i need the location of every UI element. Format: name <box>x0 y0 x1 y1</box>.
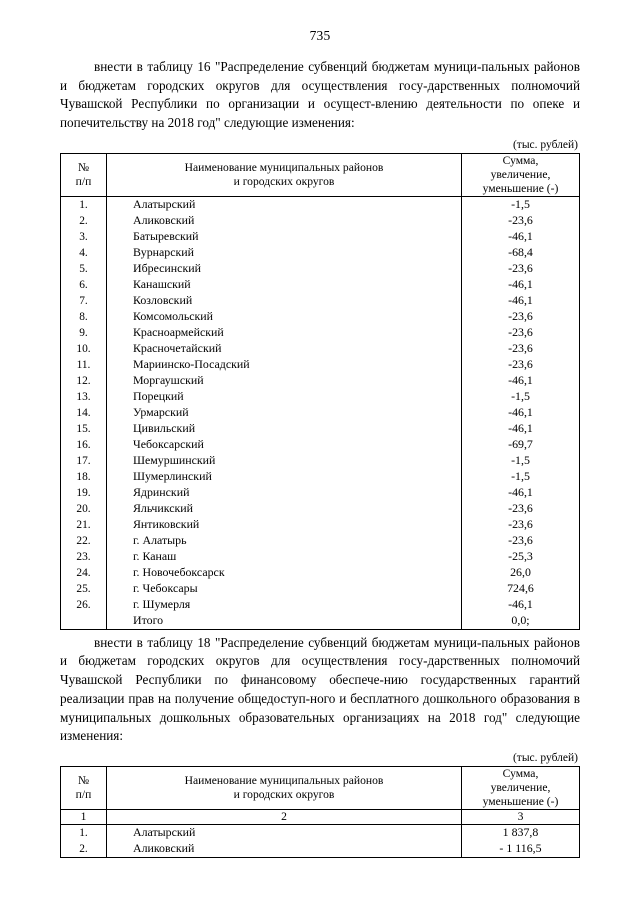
table-1-body <box>61 196 580 629</box>
row-number: 9. <box>61 325 107 341</box>
header-cell-number <box>61 153 107 196</box>
row-sum: -46,1 <box>462 373 580 389</box>
table-row <box>61 341 580 357</box>
row-number: 4. <box>61 245 107 261</box>
units-label-1: (тыс. рублей) <box>512 138 578 151</box>
header-cell-number <box>61 767 107 810</box>
row-sum: -23,6 <box>462 309 580 325</box>
row-number: 3. <box>61 229 107 245</box>
table-row <box>61 565 580 581</box>
row-name: Ибресинский <box>107 261 462 277</box>
header-number-line2: п/п <box>75 787 92 801</box>
row-number: 18. <box>61 469 107 485</box>
table-total-row <box>61 613 580 630</box>
row-number: 25. <box>61 581 107 597</box>
table-row <box>61 389 580 405</box>
row-sum: - 1 116,5 <box>462 841 580 858</box>
header-cell-sum <box>462 767 580 810</box>
table-row <box>61 517 580 533</box>
table-row <box>61 261 580 277</box>
header-number-line2: п/п <box>75 174 92 188</box>
row-number: 24. <box>61 565 107 581</box>
row-number: 11. <box>61 357 107 373</box>
table-1-wrapper <box>60 153 580 630</box>
row-sum: -25,3 <box>462 549 580 565</box>
row-number: 2. <box>61 213 107 229</box>
row-name: Яльчикский <box>107 501 462 517</box>
row-number: 2. <box>61 841 107 858</box>
table-row <box>61 453 580 469</box>
row-sum: -1,5 <box>462 453 580 469</box>
row-number: 5. <box>61 261 107 277</box>
column-number-2: 2 <box>107 809 462 824</box>
header-name-line2: и городских округов <box>233 174 335 188</box>
row-number: 10. <box>61 341 107 357</box>
table-2-wrapper <box>60 766 580 858</box>
units-label-2: (тыс. рублей) <box>512 752 578 765</box>
row-name: Шумерлинский <box>107 469 462 485</box>
table-row <box>61 229 580 245</box>
row-sum: 1 837,8 <box>462 824 580 841</box>
row-number: 7. <box>61 293 107 309</box>
row-sum: -46,1 <box>462 229 580 245</box>
table-row <box>61 309 580 325</box>
row-number: 1. <box>61 196 107 213</box>
table-row <box>61 277 580 293</box>
row-number: 19. <box>61 485 107 501</box>
table-row <box>61 549 580 565</box>
table-row <box>61 373 580 389</box>
row-sum: -1,5 <box>462 389 580 405</box>
header-name-line1: Наименование муниципальных районов <box>184 774 384 788</box>
row-sum: -46,1 <box>462 405 580 421</box>
row-number: 21. <box>61 517 107 533</box>
row-name: г. Чебоксары <box>107 581 462 597</box>
table-row <box>61 437 580 453</box>
table-2-header <box>61 767 580 825</box>
row-name: Алатырский <box>107 196 462 213</box>
page-number: 735 <box>309 28 331 43</box>
row-number: 16. <box>61 437 107 453</box>
row-sum: -68,4 <box>462 245 580 261</box>
table-row <box>61 213 580 229</box>
header-number-line1: № <box>77 160 90 174</box>
row-number <box>61 613 107 630</box>
header-cell-name <box>107 153 462 196</box>
row-name: Урмарский <box>107 405 462 421</box>
column-number-3: 3 <box>462 809 580 824</box>
table-2 <box>60 766 580 858</box>
row-number: 1. <box>61 824 107 841</box>
header-name-line2: и городских округов <box>233 787 335 801</box>
row-sum: -23,6 <box>462 213 580 229</box>
table-1 <box>60 153 580 630</box>
row-name: г. Алатырь <box>107 533 462 549</box>
row-sum: -46,1 <box>462 421 580 437</box>
row-name: Батыревский <box>107 229 462 245</box>
table-row <box>61 501 580 517</box>
row-name: Шемуршинский <box>107 453 462 469</box>
header-sum-line2: увеличение, <box>490 167 551 181</box>
table-row <box>61 245 580 261</box>
row-sum: -46,1 <box>462 277 580 293</box>
row-name: Моргаушский <box>107 373 462 389</box>
row-name: Ядринский <box>107 485 462 501</box>
header-sum-line1: Сумма, <box>502 153 539 167</box>
row-sum: -1,5 <box>462 196 580 213</box>
row-number: 15. <box>61 421 107 437</box>
table-row <box>61 581 580 597</box>
row-name: Порецкий <box>107 389 462 405</box>
row-name: Цивильский <box>107 421 462 437</box>
row-number: 12. <box>61 373 107 389</box>
row-sum: -23,6 <box>462 261 580 277</box>
column-number-1: 1 <box>61 809 107 824</box>
row-number: 23. <box>61 549 107 565</box>
header-sum-line1: Сумма, <box>502 767 539 781</box>
table-row <box>61 485 580 501</box>
row-name: Итого <box>107 613 462 630</box>
row-sum: 26,0 <box>462 565 580 581</box>
header-sum-line3: уменьшение (-) <box>482 181 559 195</box>
table-row <box>61 597 580 613</box>
header-cell-sum <box>462 153 580 196</box>
row-number: 6. <box>61 277 107 293</box>
table-2-body <box>61 824 580 857</box>
table-row <box>61 196 580 213</box>
row-name: Комсомольский <box>107 309 462 325</box>
row-number: 17. <box>61 453 107 469</box>
row-name: Канашский <box>107 277 462 293</box>
row-number: 13. <box>61 389 107 405</box>
row-number: 20. <box>61 501 107 517</box>
row-name: Козловский <box>107 293 462 309</box>
header-sum-line3: уменьшение (-) <box>482 794 559 808</box>
table-row <box>61 421 580 437</box>
header-number-line1: № <box>77 774 90 788</box>
row-number: 26. <box>61 597 107 613</box>
table-header-row <box>61 767 580 810</box>
row-name: Красноармейский <box>107 325 462 341</box>
row-name: Аликовский <box>107 841 462 858</box>
row-sum: 724,6 <box>462 581 580 597</box>
row-name: Красночетайский <box>107 341 462 357</box>
row-sum: -23,6 <box>462 357 580 373</box>
paragraph-1: внести в таблицу 16 "Распределение субвенций бюджетам муници-пальных районов и бюджетам городских округов для осуществления госу-дарственных полномочий Чувашской Республики по организации и осущест-влению деятельности по опеке и попечительству на 2018 год" следующие изменения: <box>60 59 580 131</box>
header-name-line1: Наименование муниципальных районов <box>184 160 384 174</box>
table-header-row <box>61 153 580 196</box>
row-name: г. Новочебоксарск <box>107 565 462 581</box>
row-sum: -23,6 <box>462 501 580 517</box>
row-name: Мариинско-Посадский <box>107 357 462 373</box>
row-name: Аликовский <box>107 213 462 229</box>
row-sum: -23,6 <box>462 325 580 341</box>
table-1-header <box>61 153 580 196</box>
row-number: 14. <box>61 405 107 421</box>
table-row <box>61 824 580 841</box>
row-sum: -23,6 <box>462 341 580 357</box>
row-name: Вурнарский <box>107 245 462 261</box>
table-row <box>61 325 580 341</box>
row-sum: -69,7 <box>462 437 580 453</box>
row-name: г. Канаш <box>107 549 462 565</box>
table-row <box>61 533 580 549</box>
header-cell-name <box>107 767 462 810</box>
row-name: Янтиковский <box>107 517 462 533</box>
row-sum: -46,1 <box>462 485 580 501</box>
paragraph-2: внести в таблицу 18 "Распределение субвенций бюджетам муници-пальных районов и бюджетам городских округов для осуществления госу-дарственных полномочий Чувашской Республики по финансовому обеспече-нию государственных гарантий реализации прав на получение общедоступ-ного и бесплатного дошкольного образования в муниципальных дошкольных образовательных организациях на 2018 год" следующие изменения: <box>60 634 580 744</box>
row-sum: -46,1 <box>462 597 580 613</box>
row-sum: -23,6 <box>462 533 580 549</box>
table-row <box>61 405 580 421</box>
header-sum-line2: увеличение, <box>490 780 551 794</box>
table-row <box>61 469 580 485</box>
row-sum: 0,0; <box>462 613 580 630</box>
row-name: г. Шумерля <box>107 597 462 613</box>
row-name: Алатырский <box>107 824 462 841</box>
row-sum: -46,1 <box>462 293 580 309</box>
row-number: 22. <box>61 533 107 549</box>
table-row <box>61 841 580 858</box>
row-sum: -23,6 <box>462 517 580 533</box>
table-column-number-row <box>61 809 580 824</box>
row-sum: -1,5 <box>462 469 580 485</box>
row-name: Чебоксарский <box>107 437 462 453</box>
table-row <box>61 357 580 373</box>
table-row <box>61 293 580 309</box>
row-number: 8. <box>61 309 107 325</box>
